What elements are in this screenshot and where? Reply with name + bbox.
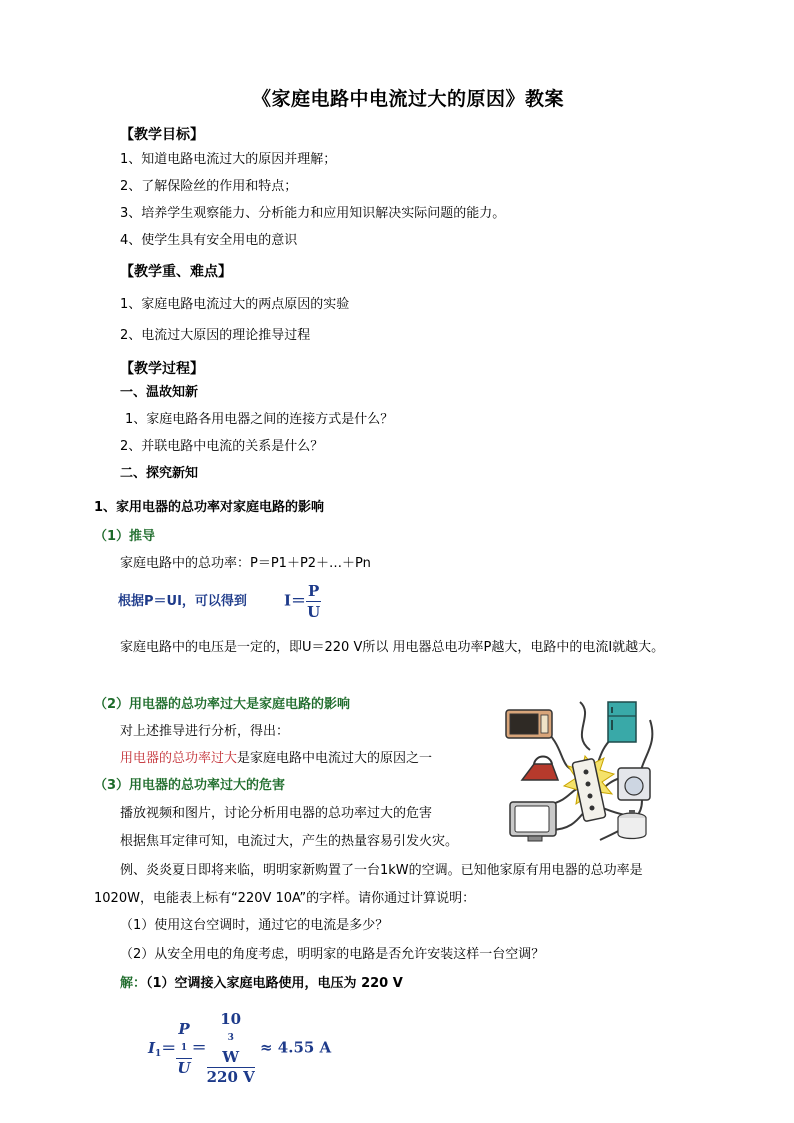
formula-lhs: I＝ <box>284 591 307 610</box>
keypoints-heading: 【教学重、难点】 <box>120 264 232 280</box>
explore-heading: 二、探究新知 <box>120 466 199 481</box>
objective-item: 2、了解保险丝的作用和特点； <box>120 179 298 194</box>
example-text: 例、炎炎夏日即将来临，明明家新购置了一台1kW的空调。已知他家原有用电器的总功率是 <box>120 863 643 878</box>
overloaded-socket-illustration <box>500 690 670 855</box>
solution-label: 解： <box>120 976 147 991</box>
television-icon <box>510 802 556 841</box>
calc-frac2-num-sup: 3 <box>227 1033 234 1043</box>
example-question: （1）使用这台空调时，通过它的电流是多少？ <box>120 918 389 933</box>
example-question: （2）从安全用电的角度考虑，明明家的电路是否允许安装这样一台空调？ <box>120 947 545 962</box>
derivation-conclusion: 家庭电路中的电压是一定的，即U＝220 V所以 用电器总电功率P越大，电路中的电流I就越大。 <box>120 640 665 655</box>
total-power-formula: 家庭电路中的总功率：P＝P1＋P2＋…＋Pn <box>120 556 371 571</box>
calc-frac1-den: U <box>177 1058 191 1077</box>
calc-frac2-num-unit: W <box>222 1048 240 1066</box>
influence-conclusion <box>120 751 432 767</box>
process-heading: 【教学过程】 <box>120 361 204 377</box>
calc-frac2-num: 10 <box>220 1010 242 1028</box>
formula-numerator: P <box>308 582 320 600</box>
rice-cooker-icon <box>618 810 646 839</box>
microwave-icon <box>506 710 552 738</box>
keypoint-item: 2、电流过大原因的理论推导过程 <box>120 328 311 343</box>
conclusion-text: 是家庭电路中电流过大的原因之一 <box>237 751 433 766</box>
calc-frac1-num: P <box>178 1019 190 1038</box>
calc-result: ≈ 4.55 A <box>260 1038 332 1057</box>
refrigerator-icon <box>608 702 636 742</box>
washing-machine-icon <box>618 768 650 800</box>
formula-denominator: U <box>307 603 321 621</box>
keypoint-item: 1、家庭电路电流过大的两点原因的实验 <box>120 297 350 312</box>
iron-icon <box>522 757 558 781</box>
review-heading: 一、温故知新 <box>120 385 199 400</box>
objective-item: 1、知道电路电流过大的原因并理解； <box>120 152 337 167</box>
review-question: 1、家庭电路各用电器之间的连接方式是什么？ <box>125 412 394 427</box>
calc-lhs-sub: 1 <box>155 1048 162 1059</box>
page-title: 《家庭电路中电流过大的原因》教案 <box>252 88 565 110</box>
current-calculation: $I_1=$ P 1 U ＝ 10 3 W 220 V ≈ 4.55 A <box>148 1010 332 1086</box>
objectives-heading: 【教学目标】 <box>120 127 204 143</box>
calc-frac1-num-sub: 1 <box>180 1042 188 1053</box>
calc-frac2-den: 220 V <box>206 1068 255 1086</box>
objective-item: 4、使学生具有安全用电的意识 <box>120 233 298 248</box>
formula-lead: 根据P＝UI，可以得到 <box>118 594 247 609</box>
topic-heading: 1、家用电器的总功率对家庭电路的影响 <box>94 500 325 515</box>
influence-line: 对上述推导进行分析，得出： <box>120 724 290 739</box>
hazard-heading: （3）用电器的总功率过大的危害 <box>94 778 286 793</box>
solution-text: （1）空调接入家庭电路使用，电压为 220 V <box>146 976 403 991</box>
calc-lhs: I <box>148 1038 156 1057</box>
highlight-text: 用电器的总功率过大 <box>120 751 238 766</box>
influence-heading: （2）用电器的总功率过大是家庭电路的影响 <box>94 697 351 712</box>
example-text: 1020W，电能表上标有“220V 10A”的字样。请你通过计算说明： <box>94 891 476 906</box>
review-question: 2、并联电路中电流的关系是什么？ <box>120 439 324 454</box>
hazard-line: 播放视频和图片，讨论分析用电器的总功率过大的危害 <box>120 806 433 821</box>
objective-item: 3、培养学生观察能力、分析能力和应用知识解决实际问题的能力。 <box>120 206 506 221</box>
derivation-heading: （1）推导 <box>94 529 156 544</box>
hazard-line: 根据焦耳定律可知，电流过大，产生的热量容易引发火灾。 <box>120 834 459 849</box>
ohm-formula <box>284 581 321 622</box>
solution-line <box>120 976 403 992</box>
cable <box>580 702 590 750</box>
